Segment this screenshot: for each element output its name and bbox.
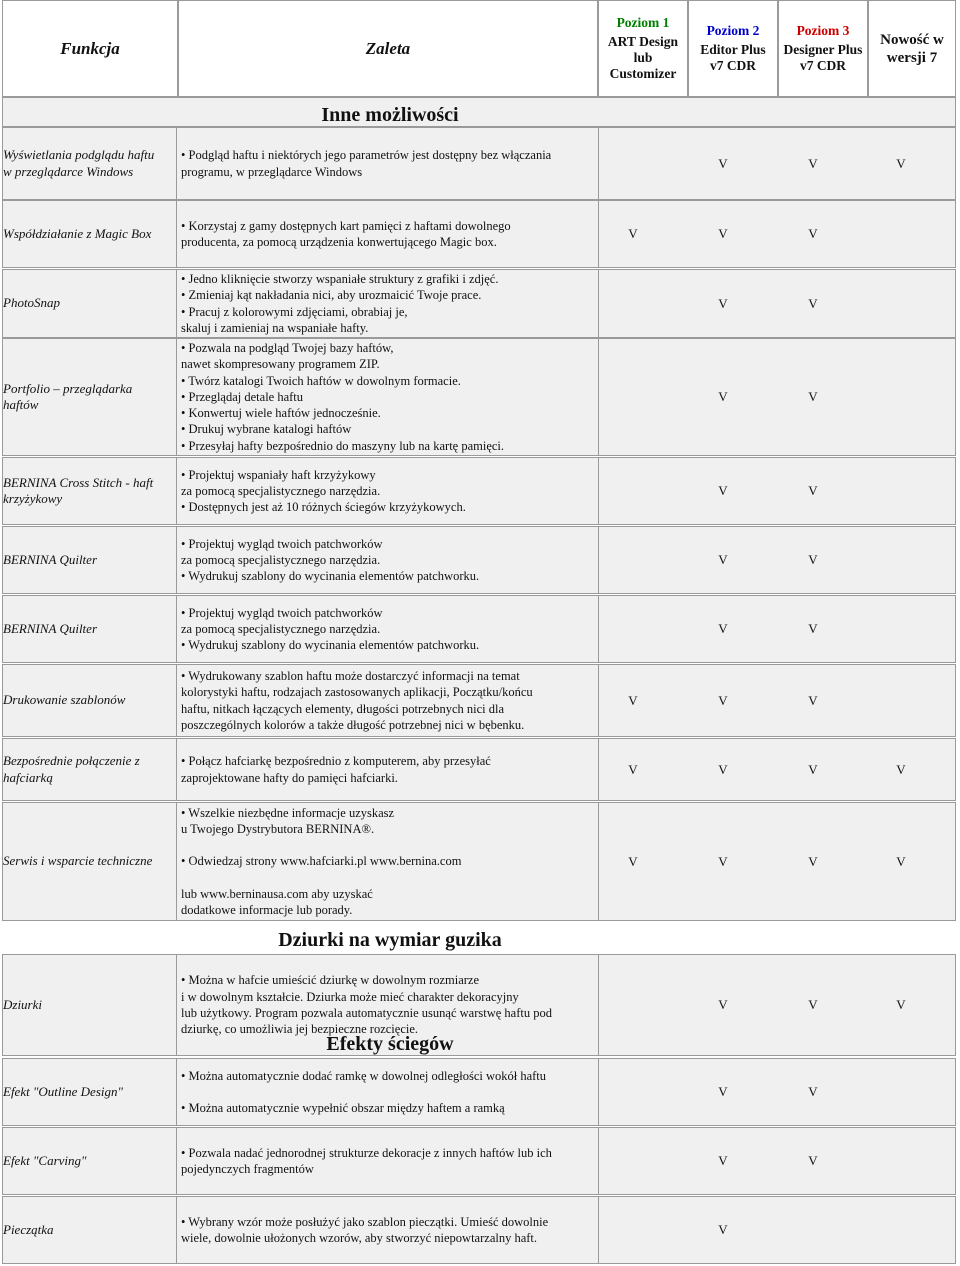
description-line: haftu, nitkach łączących elementy, długości potrzebnych nici dla xyxy=(181,701,505,716)
description-line: • Dostępnych jest aż 10 różnych ściegów krzyżykowych. xyxy=(181,500,466,515)
description-line xyxy=(181,837,599,853)
feature-name xyxy=(3,1196,171,1264)
description-line: skaluj i zamieniaj na wspaniałe hafty. xyxy=(181,320,369,335)
feature-description xyxy=(181,1058,599,1126)
description-line: • Projektuj wygląd twoich patchworków xyxy=(181,536,383,551)
feature-description xyxy=(181,802,599,921)
description-line xyxy=(181,1084,599,1100)
availability-mark: V xyxy=(896,997,906,1012)
description-line: • Pracuj z kolorowymi zdjęciami, obrabiaj je, xyxy=(181,304,408,319)
feature-line: Współdziałanie z Magic Box xyxy=(3,225,152,241)
description-line: • Wydrukuj szablony do wycinania elementów patchworku. xyxy=(181,638,480,653)
description-line: dziurkę, co umożliwia jej bezpieczne rozcięcie. xyxy=(181,1022,419,1037)
description-line: • Wybrany wzór może posłużyć jako szablon pieczątki. Umieść dowolnie xyxy=(181,1214,549,1229)
availability-mark: V xyxy=(808,226,818,241)
availability-mark: V xyxy=(896,853,906,869)
availability-mark: V xyxy=(718,483,728,498)
cell-divider xyxy=(176,1196,177,1264)
feature-name-text xyxy=(3,552,97,569)
description-line: • Wszelkie niezbędne informacje uzyskasz xyxy=(181,805,395,820)
availability-mark: V xyxy=(896,155,906,171)
cell-divider xyxy=(176,1127,177,1195)
description-line: producenta, za pomocą urządzenia konwertującego Magic box. xyxy=(181,235,497,249)
description-line: wiele, dowolnie ułożonych wzorów, aby stworzyć niepowtarzalny haft. xyxy=(181,1231,538,1245)
feature-name xyxy=(3,457,171,525)
availability-mark: V xyxy=(718,389,728,404)
description-line: dodatkowe informacje lub porady. xyxy=(181,902,353,917)
feature-name xyxy=(3,1127,171,1195)
level-2-line: Editor Plus xyxy=(700,42,766,57)
feature-name-text xyxy=(3,1153,86,1170)
availability-mark: V xyxy=(628,853,638,869)
new-line: Nowość w xyxy=(880,31,944,48)
cell-divider xyxy=(176,954,177,1056)
feature-description xyxy=(181,127,599,200)
availability-mark: V xyxy=(808,853,818,869)
header-funkcja-label: Funkcja xyxy=(60,38,120,58)
availability-mark: V xyxy=(896,761,906,777)
description-line: • Można w hafcie umieścić dziurkę w dowolnym rozmiarze xyxy=(181,973,480,988)
feature-name xyxy=(3,200,171,268)
feature-name-text xyxy=(3,1084,123,1101)
feature-line: BERNINA Cross Stitch - haft xyxy=(3,474,154,490)
section-title-dziurki: Dziurki na wymiar guzika xyxy=(278,929,502,951)
section-title-inne: Inne możliwości xyxy=(321,104,459,126)
feature-line: Wyświetlania podglądu haftu xyxy=(3,147,155,162)
feature-line: Efekt "Outline Design" xyxy=(3,1083,123,1099)
level-1-line: Customizer xyxy=(609,66,677,81)
cell-divider xyxy=(176,127,177,200)
feature-description xyxy=(181,526,599,594)
description-line: • Pozwala na podgląd Twojej bazy haftów, xyxy=(181,340,394,355)
availability-mark: V xyxy=(718,1084,728,1099)
feature-line: w przeglądarce Windows xyxy=(3,163,134,179)
feature-description xyxy=(181,738,599,801)
level-1-line: ART Design xyxy=(607,34,679,49)
feature-description xyxy=(181,200,599,268)
feature-name xyxy=(3,595,171,663)
description-line: • Zmieniaj kąt nakładania nici, aby urozmaicić Twoje prace. xyxy=(181,288,482,303)
feature-name xyxy=(3,269,171,338)
description-line: za pomocą specjalistycznego narzędzia. xyxy=(181,483,381,498)
feature-line: krzyżykowy xyxy=(3,491,63,506)
feature-line: Portfolio – przeglądarka xyxy=(3,380,133,396)
cell-divider xyxy=(176,664,177,737)
description-line: zaprojektowane hafty do pamięci hafciarki. xyxy=(181,770,398,785)
feature-line: Bezpośrednie połączenie z xyxy=(3,753,140,768)
feature-name xyxy=(3,954,171,1056)
availability-mark: V xyxy=(808,155,818,171)
feature-name-text xyxy=(3,381,132,414)
description-line: • Przeglądaj detale haftu xyxy=(181,389,304,404)
description-line: kolorystyki haftu, rodzajach zastosowanych aplikacji, Początku/końcu xyxy=(181,685,533,700)
availability-mark: V xyxy=(718,1153,728,1168)
feature-name-text xyxy=(3,226,151,243)
feature-name xyxy=(3,338,171,456)
description-line xyxy=(181,870,599,886)
new-line: wersji 7 xyxy=(886,49,938,66)
description-line: • Korzystaj z gamy dostępnych kart pamięci z haftami dowolnego xyxy=(181,218,511,233)
description-line: za pomocą specjalistycznego narzędzia. xyxy=(181,621,381,636)
level-1-line: lub xyxy=(633,50,653,65)
availability-mark: V xyxy=(808,692,818,708)
feature-line: BERNINA Quilter xyxy=(3,551,98,567)
section-title-efekty: Efekty ściegów xyxy=(326,1033,454,1055)
description-line: • Można automatycznie wypełnić obszar między haftem a ramką xyxy=(181,1101,505,1115)
availability-mark: V xyxy=(808,1084,818,1099)
cell-divider xyxy=(176,200,177,268)
availability-mark: V xyxy=(718,692,728,708)
feature-name-text xyxy=(3,475,153,508)
level-3-line: Designer Plus xyxy=(783,42,863,57)
availability-mark: V xyxy=(718,997,728,1012)
description-line: • Wydrukuj szablony do wycinania elementów patchworku. xyxy=(181,569,480,584)
availability-mark: V xyxy=(808,483,818,498)
feature-description xyxy=(181,1196,599,1264)
feature-line: Pieczątka xyxy=(3,1221,54,1237)
cell-divider xyxy=(176,802,177,921)
header-level-1 xyxy=(598,0,688,97)
feature-description xyxy=(181,595,599,663)
description-line: • Konwertuj wiele haftów jednocześnie. xyxy=(181,406,381,421)
feature-description xyxy=(181,338,599,456)
availability-mark: V xyxy=(718,155,728,171)
feature-description xyxy=(181,269,599,338)
description-line: • Podgląd haftu i niektórych jego parametrów jest dostępny bez włączania xyxy=(181,148,552,163)
availability-mark: V xyxy=(808,621,818,636)
level-2-line: v7 CDR xyxy=(709,58,757,73)
feature-line: PhotoSnap xyxy=(3,295,61,311)
description-line: • Połącz hafciarkę bezpośrednio z komputerem, aby przesyłać xyxy=(181,754,491,769)
availability-mark: V xyxy=(628,226,638,241)
feature-name-text xyxy=(3,692,125,709)
description-line: • Projektuj wspaniały haft krzyżykowy xyxy=(181,467,376,482)
description-line: • Projektuj wygląd twoich patchworków xyxy=(181,605,383,620)
cell-divider xyxy=(176,338,177,456)
description-line: nawet skompresowany programem ZIP. xyxy=(181,357,380,372)
header-level-2 xyxy=(688,0,778,97)
feature-line: BERNINA Quilter xyxy=(3,620,98,636)
feature-name xyxy=(3,664,171,737)
availability-mark: V xyxy=(718,621,728,636)
availability-mark: V xyxy=(718,552,728,567)
availability-mark: V xyxy=(718,1222,728,1237)
level-3-line: v7 CDR xyxy=(799,58,847,73)
availability-mark: V xyxy=(628,761,638,777)
description-line: lub www.berninausa.com aby uzyskać xyxy=(181,886,373,901)
feature-name xyxy=(3,526,171,594)
cell-divider xyxy=(176,595,177,663)
feature-name xyxy=(3,738,171,801)
description-line: poszczególnych kolorów a także długość potrzebnej nici w bębenku. xyxy=(181,717,525,732)
description-line: • Pozwala nadać jednorodnej strukturze dekoracje z innych haftów lub ich xyxy=(181,1145,552,1160)
feature-line: haftów xyxy=(3,397,39,412)
feature-name-text xyxy=(3,853,152,870)
feature-name xyxy=(3,802,171,921)
availability-mark: V xyxy=(808,389,818,404)
availability-mark: V xyxy=(718,226,728,241)
description-line: • Przesyłaj hafty bezpośrednio do maszyny lub na kartę pamięci. xyxy=(181,438,505,453)
feature-line: Serwis i wsparcie techniczne xyxy=(3,853,153,869)
cell-divider xyxy=(176,269,177,338)
availability-mark: V xyxy=(808,761,818,777)
feature-name xyxy=(3,1058,171,1126)
availability-mark: V xyxy=(808,1153,818,1168)
availability-mark: V xyxy=(718,295,728,311)
feature-name xyxy=(3,127,171,200)
description-line: i w dowolnym kształcie. Dziurka może mieć charakter dekoracyjny xyxy=(181,989,519,1004)
description-line: za pomocą specjalistycznego narzędzia. xyxy=(181,552,381,567)
header-level-3 xyxy=(778,0,868,97)
cell-divider xyxy=(176,526,177,594)
feature-name-text xyxy=(3,997,42,1014)
feature-description xyxy=(181,1127,599,1195)
availability-mark: V xyxy=(808,552,818,567)
cell-divider xyxy=(176,1058,177,1126)
header-funkcja xyxy=(2,0,178,97)
feature-description xyxy=(181,664,599,737)
header-new-in-v7 xyxy=(868,0,956,97)
feature-name-text xyxy=(3,753,140,786)
feature-line: Drukowanie szablonów xyxy=(3,692,126,708)
cell-divider xyxy=(176,738,177,801)
level-1-title: Poziom 1 xyxy=(616,15,670,30)
feature-name-text xyxy=(3,295,60,312)
availability-mark: V xyxy=(628,692,638,708)
feature-description xyxy=(181,457,599,525)
description-line: • Odwiedzaj strony www.hafciarki.pl www.bernina.com xyxy=(181,854,462,869)
description-line: • Można automatycznie dodać ramkę w dowolnej odległości wokół haftu xyxy=(181,1068,547,1083)
availability-mark: V xyxy=(718,853,728,869)
cell-divider xyxy=(176,457,177,525)
feature-line: Efekt "Carving" xyxy=(3,1152,87,1168)
description-line: lub użytkowy. Program pozwala automatycznie usunąć warstwę haftu pod xyxy=(181,1006,552,1020)
description-line: • Wydrukowany szablon haftu może dostarczyć informacji na temat xyxy=(181,668,520,683)
feature-line: hafciarką xyxy=(3,769,53,785)
level-3-title: Poziom 3 xyxy=(796,23,850,38)
header-zaleta xyxy=(178,0,598,97)
availability-mark: V xyxy=(718,761,728,777)
description-line: pojedynczych fragmentów xyxy=(181,1162,314,1176)
description-line: • Twórz katalogi Twoich haftów w dowolnym formacie. xyxy=(181,373,461,388)
description-line: programu, w przeglądarce Windows xyxy=(181,164,363,179)
feature-name-text xyxy=(3,621,97,638)
availability-mark: V xyxy=(808,295,818,311)
description-line: u Twojego Dystrybutora BERNINA®. xyxy=(181,822,375,837)
availability-mark: V xyxy=(808,997,818,1012)
description-line: • Drukuj wybrane katalogi haftów xyxy=(181,422,352,437)
feature-line: Dziurki xyxy=(3,996,42,1012)
feature-name-text xyxy=(3,147,154,180)
description-line: • Jedno kliknięcie stworzy wspaniałe struktury z grafiki i zdjęć. xyxy=(181,271,499,286)
feature-name-text xyxy=(3,1222,54,1239)
header-zaleta-label: Zaleta xyxy=(365,38,411,58)
level-2-title: Poziom 2 xyxy=(706,23,760,38)
